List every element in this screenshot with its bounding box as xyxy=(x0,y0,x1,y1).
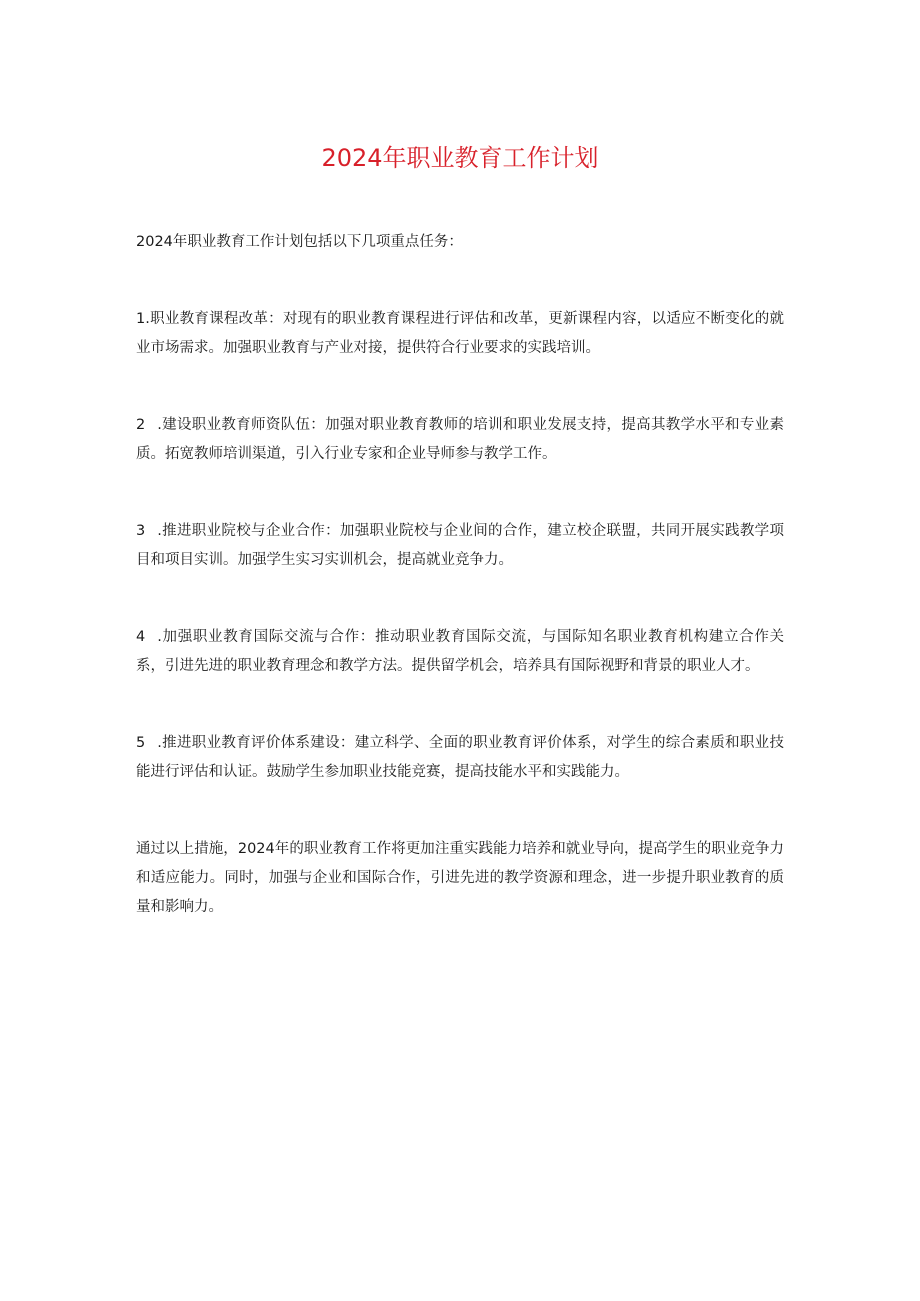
closing-paragraph: 通过以上措施，2024年的职业教育工作将更加注重实践能力培养和就业导向，提高学生的职业竞争力和适应能力。同时，加强与企业和国际合作，引进先进的教学资源和理念，进一步提升职业教育的质量和影响力。 xyxy=(136,841,784,915)
document-body xyxy=(136,228,784,922)
item-text: .建设职业教育师资队伍：加强对职业教育教师的培训和职业发展支持，提高其教学水平和专业素质。拓宽教师培训渠道，引入行业专家和企业导师参与教学工作。 xyxy=(136,417,784,462)
item-text: .推进职业教育评价体系建设：建立科学、全面的职业教育评价体系，对学生的综合素质和职业技能进行评估和认证。鼓励学生参加职业技能竞赛，提高技能水平和实践能力。 xyxy=(136,735,784,780)
list-item xyxy=(136,623,784,681)
item-number: 2 xyxy=(136,417,146,433)
item-number: 5 xyxy=(136,735,146,751)
item-text: .职业教育课程改革：对现有的职业教育课程进行评估和改革，更新课程内容，以适应不断变化的就业市场需求。加强职业教育与产业对接，提供符合行业要求的实践培训。 xyxy=(136,311,784,356)
intro-paragraph: 2024年职业教育工作计划包括以下几项重点任务： xyxy=(136,234,463,250)
item-number: 4 xyxy=(136,629,146,645)
item-number: 3 xyxy=(136,523,146,539)
item-text: .加强职业教育国际交流与合作：推动职业教育国际交流，与国际知名职业教育机构建立合作关系，引进先进的职业教育理念和教学方法。提供留学机会，培养具有国际视野和背景的职业人才。 xyxy=(136,629,784,674)
list-item xyxy=(136,517,784,575)
item-number: 1 xyxy=(136,311,146,327)
list-item xyxy=(136,729,784,787)
list-item xyxy=(136,411,784,469)
item-text: .推进职业院校与企业合作：加强职业院校与企业间的合作，建立校企联盟，共同开展实践教学项目和项目实训。加强学生实习实训机会，提高就业竞争力。 xyxy=(136,523,784,568)
document-title: 2024年职业教育工作计划 xyxy=(321,144,599,172)
list-item xyxy=(136,305,784,363)
